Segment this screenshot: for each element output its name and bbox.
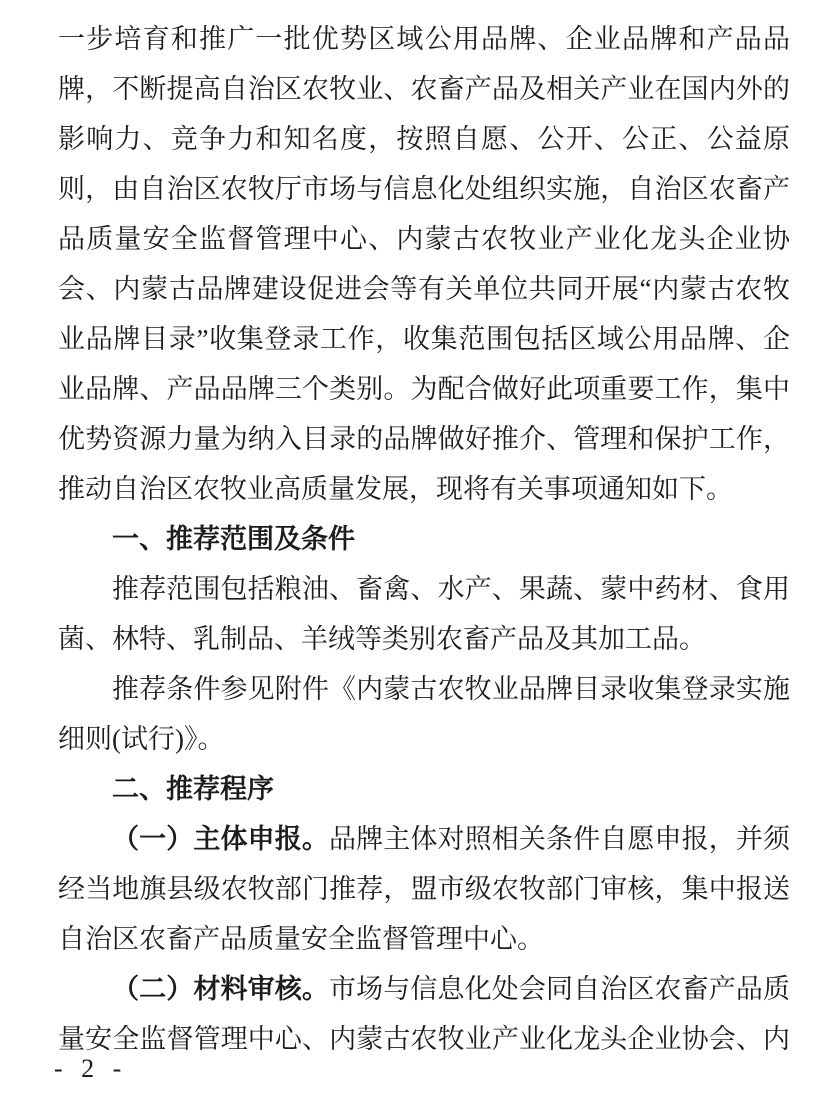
text-run: 二、推荐程序 — [112, 774, 274, 804]
body-line — [58, 364, 790, 414]
text-run: 推荐范围包括粮油、畜禽、水产、果蔬、蒙中药材、食用 — [112, 574, 790, 604]
text-run: 品牌主体对照相关条件自愿申报，并须 — [329, 824, 790, 854]
document-body — [58, 14, 790, 1064]
paragraph-lead-label: （二）材料审核。 — [112, 974, 329, 1004]
body-line — [58, 264, 790, 314]
text-run: 量安全监督管理中心、内蒙古农牧业产业化龙头企业协会、内 — [58, 1024, 790, 1054]
text-run: 市场与信息化处会同自治区农畜产品质 — [329, 974, 790, 1004]
body-line — [58, 64, 790, 114]
section-heading — [58, 514, 790, 564]
page-number: - 2 - — [54, 1054, 128, 1083]
body-line — [58, 114, 790, 164]
body-line — [58, 614, 790, 664]
body-line — [58, 414, 790, 464]
text-run: 影响力、竞争力和知名度，按照自愿、公开、公正、公益原 — [58, 124, 790, 154]
text-run: 牌，不断提高自治区农牧业、农畜产品及相关产业在国内外的 — [58, 74, 790, 104]
body-line — [58, 664, 790, 714]
text-run: 会、内蒙古品牌建设促进会等有关单位共同开展“内蒙古农牧 — [58, 274, 790, 304]
text-run: 一、推荐范围及条件 — [112, 524, 355, 554]
body-line — [58, 564, 790, 614]
text-run: 经当地旗县级农牧部门推荐，盟市级农牧部门审核，集中报送 — [58, 874, 790, 904]
body-line — [58, 814, 790, 864]
text-run: 推动自治区农牧业高质量发展，现将有关事项通知如下。 — [58, 474, 733, 504]
body-line — [58, 14, 790, 64]
body-line — [58, 714, 790, 764]
body-line — [58, 864, 790, 914]
paragraph-lead-label: （一）主体申报。 — [112, 824, 329, 854]
text-run: 业品牌、产品品牌三个类别。为配合做好此项重要工作，集中 — [58, 374, 790, 404]
text-run: 则，由自治区农牧厅市场与信息化处组织实施，自治区农畜产 — [58, 174, 790, 204]
body-line — [58, 1014, 790, 1064]
text-run: 优势资源力量为纳入目录的品牌做好推介、管理和保护工作， — [58, 424, 790, 454]
body-line — [58, 314, 790, 364]
text-run: 推荐条件参见附件《内蒙古农牧业品牌目录收集登录实施 — [112, 674, 790, 704]
body-line — [58, 964, 790, 1014]
body-line — [58, 164, 790, 214]
text-run: 一步培育和推广一批优势区域公用品牌、企业品牌和产品品 — [58, 24, 790, 54]
section-heading — [58, 764, 790, 814]
text-run: 品质量安全监督管理中心、内蒙古农牧业产业化龙头企业协 — [58, 224, 790, 254]
body-line — [58, 214, 790, 264]
body-line — [58, 464, 790, 514]
text-run: 菌、林特、乳制品、羊绒等类别农畜产品及其加工品。 — [58, 624, 706, 654]
text-run: 业品牌目录”收集登录工作，收集范围包括区域公用品牌、企 — [58, 324, 790, 354]
text-run: 自治区农畜产品质量安全监督管理中心。 — [58, 924, 544, 954]
text-run: 细则(试行)》。 — [58, 724, 225, 754]
body-line — [58, 914, 790, 964]
